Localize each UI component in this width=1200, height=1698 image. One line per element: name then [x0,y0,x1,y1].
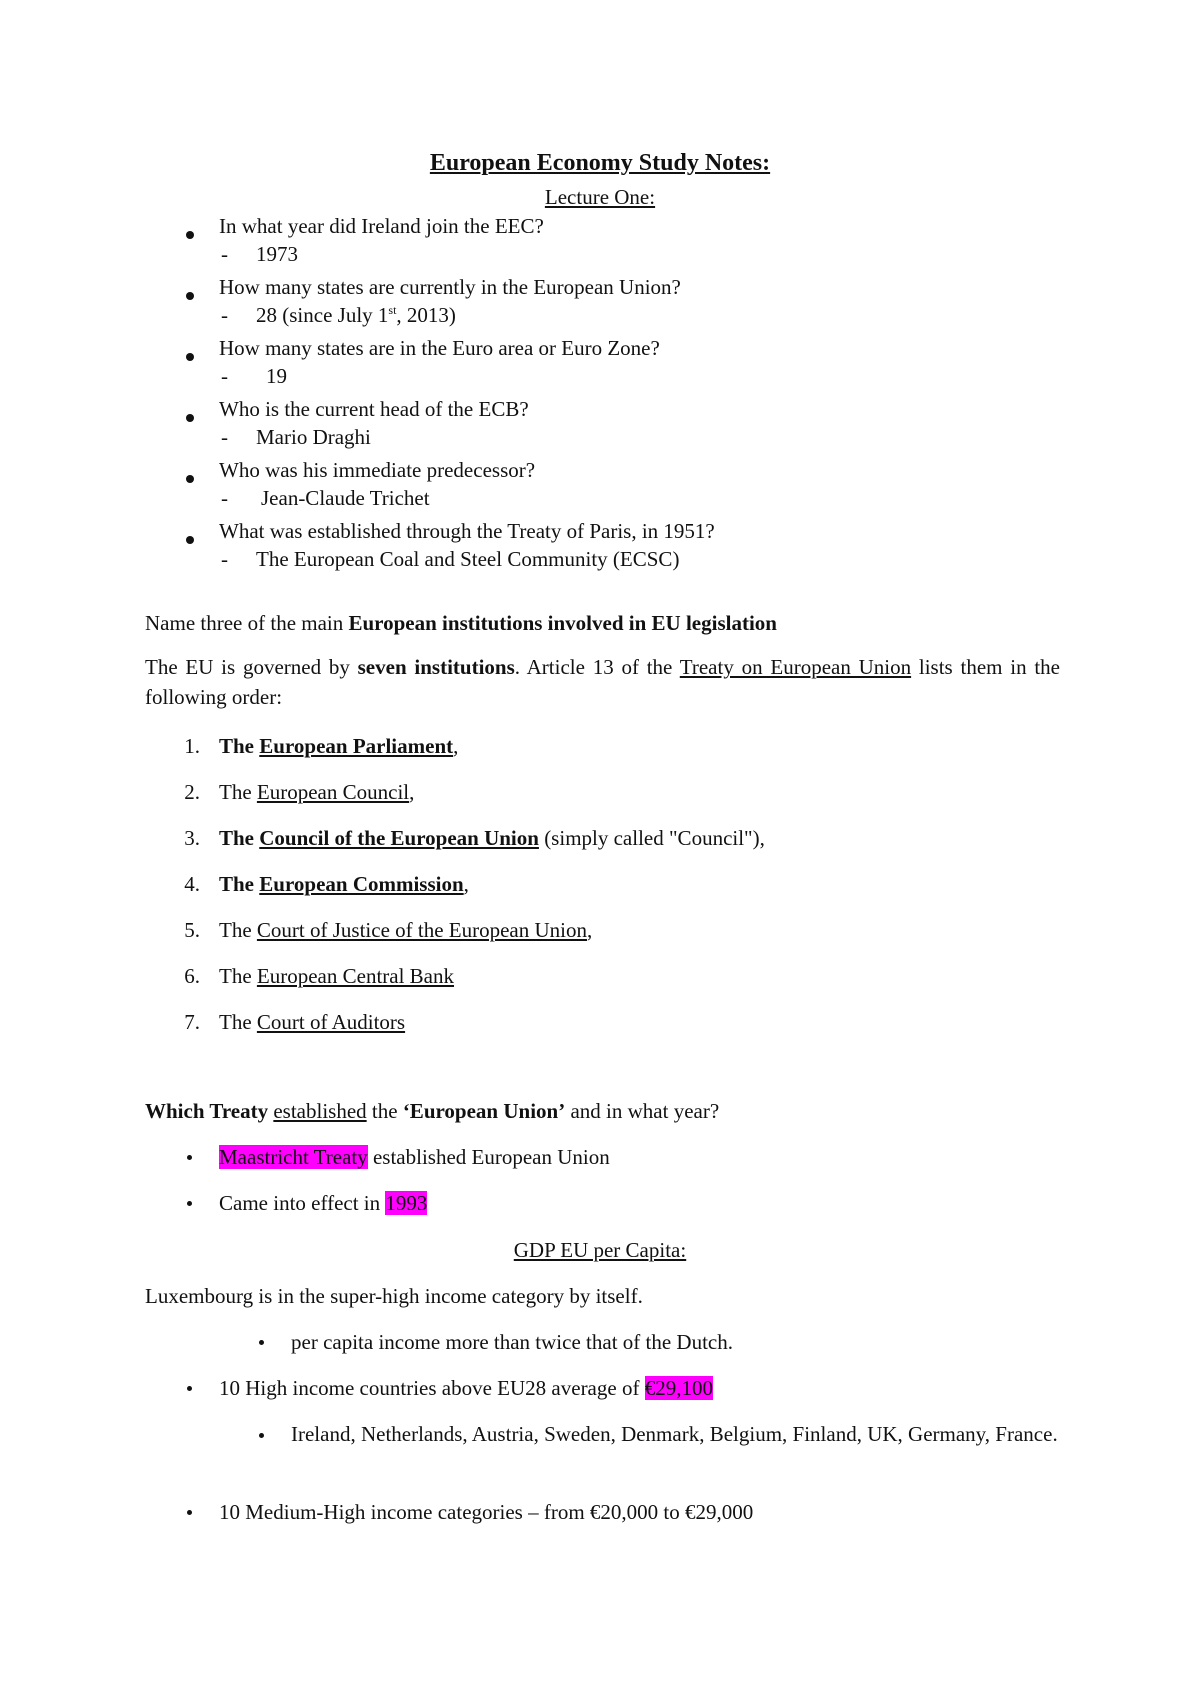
bullet-icon [186,353,194,361]
high-income-text: 10 High income countries above EU28 average of €29,100 [219,1376,713,1400]
item-number: 5. [184,918,200,942]
institution-text: The Council of the European Union (simply called "Council"), [219,826,765,850]
dash-icon: - [221,242,228,266]
bullet-icon [187,1201,192,1206]
treaty-question: Which Treaty established the ‘European Union’ and in what year? [145,1099,720,1123]
bullet-icon [186,536,194,544]
bullet-icon [187,1155,192,1160]
dash-icon: - [221,303,228,327]
gdp-heading: GDP EU per Capita: [513,1238,687,1262]
lecture-heading: Lecture One: [544,185,656,209]
institution-text: The European Parliament, [219,734,459,758]
item-number: 2. [184,780,200,804]
page-title: European Economy Study Notes: [429,150,771,176]
bullet-icon [186,292,194,300]
item-number: 3. [184,826,200,850]
bullet-icon [187,1510,192,1515]
bullet-icon [186,231,194,239]
high-income-countries: Ireland, Netherlands, Austria, Sweden, Denmark, Belgium, Finland, UK, Germany, France. [291,1422,1058,1446]
answer: The European Coal and Steel Community (ECSC) [256,547,680,571]
luxembourg-text: Luxembourg is in the super-high income category by itself. [145,1284,643,1308]
question: Who was his immediate predecessor? [219,458,536,482]
answer: Jean-Claude Trichet [261,486,430,510]
item-number: 6. [184,964,200,988]
treaty-answer: Maastricht Treaty established European Union [219,1145,610,1169]
bullet-icon [259,1433,264,1438]
institution-text: The Court of Justice of the European Union, [219,918,593,942]
answer: 1973 [256,242,298,266]
institution-text: The European Central Bank [219,964,455,988]
institution-text: The Court of Auditors [219,1010,406,1034]
question: How many states are currently in the European Union? [219,275,681,299]
bullet-icon [259,1340,264,1345]
item-number: 7. [184,1010,200,1034]
question: What was established through the Treaty of Paris, in 1951? [219,519,715,543]
dash-icon: - [221,364,228,388]
institution-text: The European Commission, [219,872,469,896]
bullet-icon [187,1386,192,1391]
question: Who is the current head of the ECB? [219,397,529,421]
governed-paragraph: The EU is governed by seven institutions. Article 13 of the Treaty on European Union lists them in the following order: [145,655,1061,709]
item-number: 1. [184,734,200,758]
item-number: 4. [184,872,200,896]
treaty-answer: Came into effect in 1993 [219,1191,428,1215]
institutions-prompt: Name three of the main European institutions involved in EU legislation [145,611,777,635]
dash-icon: - [221,547,228,571]
bullet-icon [186,475,194,483]
luxembourg-sub: per capita income more than twice that of the Dutch. [291,1330,733,1354]
question: In what year did Ireland join the EEC? [219,214,544,238]
medium-income-text: 10 Medium-High income categories – from €20,000 to €29,000 [219,1500,754,1524]
bullet-icon [186,414,194,422]
institution-text: The European Council, [219,780,415,804]
question: How many states are in the Euro area or Euro Zone? [219,336,660,360]
answer: 19 [266,364,287,388]
dash-icon: - [221,425,228,449]
answer: Mario Draghi [256,425,371,449]
dash-icon: - [221,486,228,510]
answer: 28 (since July 1st, 2013) [256,303,456,327]
